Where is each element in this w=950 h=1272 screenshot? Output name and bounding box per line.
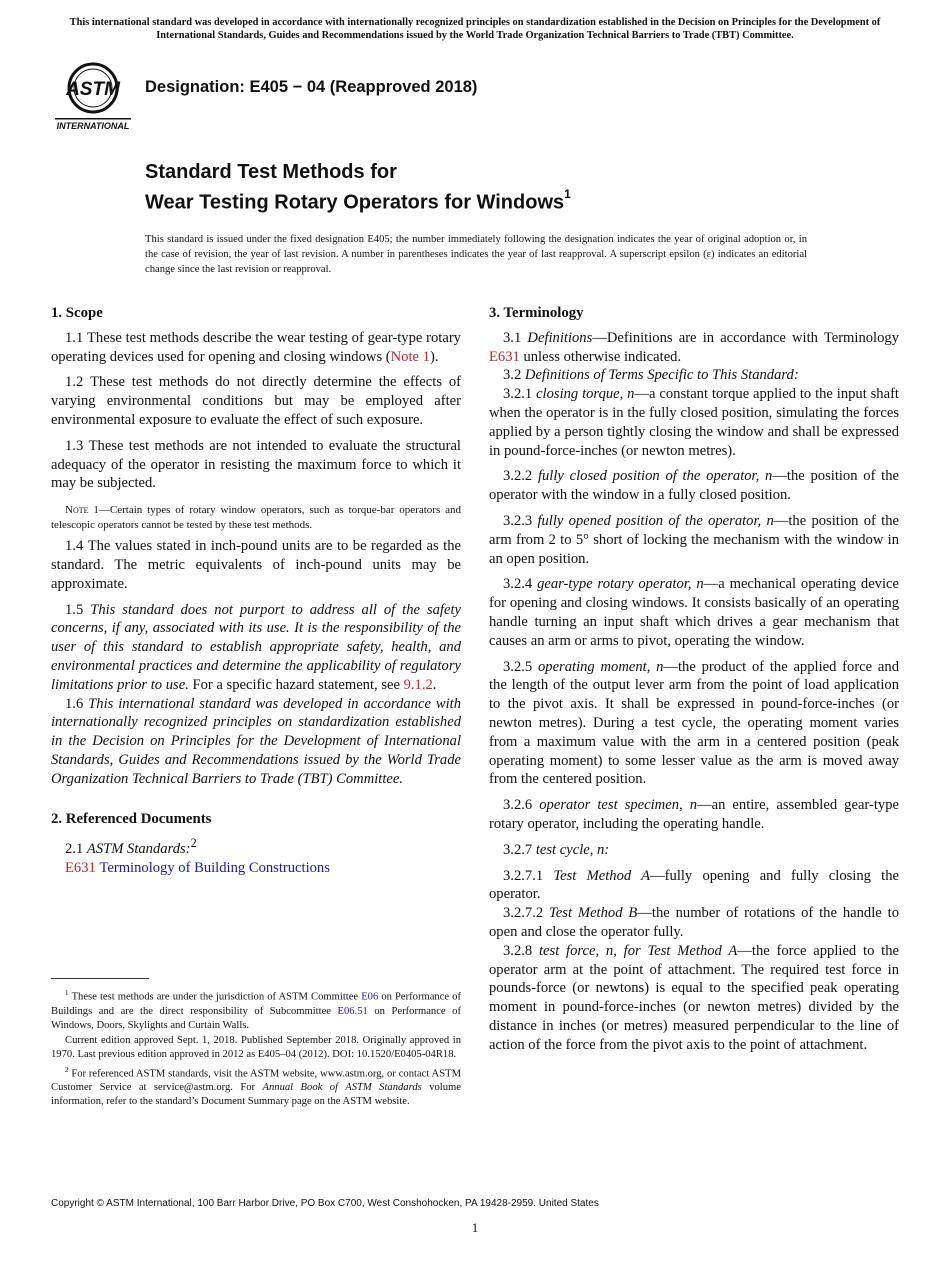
para-3-2-6: 3.2.6 operator test specimen, n—an entire, assembled gear-type rotary operator, including the operating handle.: [489, 797, 899, 832]
left-column: [51, 304, 461, 885]
e06-51-link[interactable]: E06.51: [337, 1005, 368, 1017]
para-1-2: 1.2 These test methods do not directly determine the effects of varying environmental conditions but may be employed after environmental exposure to evaluate the effect of such exposure.: [51, 374, 461, 428]
issued-note: This standard is issued under the fixed designation E405; the number immediately following the designation indicates the year of original adoption or, in the case of revision, the year of last revision. A number in parentheses indicates the year of last reapproval. A superscript epsilon (ε) indicates an editorial change since the last revision or reapproval.: [145, 234, 807, 275]
section-heading-referenced-documents: 2. Referenced Documents: [51, 810, 212, 827]
para-3-2-8: 3.2.8 test force, n, for Test Method A—the force applied to the operator arm at the point of attachment. The required test force in pounds-force (or newtons) is equal to the specified peak operating moment in pound-force-inches (or newton metres) divided by the distance in inches (or metres) measured perpendicular to the line of action of the force from the pivot axis to the point of attachment.: [489, 942, 899, 1053]
reference-e631: [51, 859, 461, 878]
title-line-1: Standard Test Methods for: [145, 161, 397, 183]
title-footnote-mark: 1: [564, 187, 571, 201]
e631-title-link[interactable]: Terminology of Building Constructions: [99, 859, 330, 876]
para-3-1: 3.1 Definitions—Definitions are in accordance with Terminology E631 unless otherwise indicated.: [489, 329, 900, 365]
para-1-6: 1.6 This international standard was developed in accordance with internationally recognized principles on standardization established in the Decision on Principles for the Development of International Standards, Guides and Recommendations issued by the World Trade Organization Technical Barriers to Trade (TBT) Committee.: [51, 695, 462, 787]
footnote-2: $^2$ For referenced ASTM standards, visit the ASTM website, www.astm.org, or contact ASTM Customer Service at service@astm.org. For Annual Book of ASTM Standards volume information, refer to the standard’s Document Summary page on the ASTM website.: [51, 1065, 461, 1108]
para-3-2-2: 3.2.2 fully closed position of the operator, n—the position of the operator with the window in a fully closed position.: [489, 468, 900, 504]
para-3-2: 3.2 Definitions of Terms Specific to This Standard:: [503, 367, 799, 384]
para-1-1: 1.1 These test methods describe the wear testing of gear-type rotary operating devices used for opening and closing windows (Note 1).: [51, 329, 461, 365]
right-column: [489, 304, 899, 1061]
para-1-5: 1.5 This standard does not purport to address all of the safety concerns, if any, associated with its use. It is the responsibility of the user of this standard to establish appropriate safety, health, and environmental practices and determine the applicability of regulatory limitations prior to use. For a specific hazard statement, see 9.1.2.: [51, 601, 461, 693]
section-heading-terminology: 3. Terminology: [489, 305, 584, 321]
astm-logo: [53, 58, 135, 132]
para-3-2-5: 3.2.5 operating moment, n—the product of the applied force and the length of the output lever arm from the point of load application to the pivot axis. It shall be expressed in pound-force-inches (or newton metres). During a test cycle, the operating moment varies from a maximum value with the arm in a centered position (peak operating moment) to some lesser value as the arm is moved away from the centered position.: [489, 658, 899, 788]
note-1: Note 1—Certain types of rotary window operators, such as torque-bar operators and telescopic operators cannot be tested by these test methods.: [51, 504, 462, 532]
para-3-2-3: 3.2.3 fully opened position of the operator, n—the position of the arm from 2 to 5° short of locking the mechanism with the window in an open position.: [489, 512, 899, 567]
astm-logo-icon: [53, 58, 135, 132]
logo-letters: ASTM: [66, 79, 120, 100]
para-1-4: 1.4 The values stated in inch-pound units are to be regarded as the standard. The metric equivalents of inch-pound units may be approximate.: [51, 538, 461, 592]
e06-link[interactable]: E06: [361, 991, 379, 1003]
e631-code-link[interactable]: E631: [65, 859, 96, 876]
page-title: [145, 160, 571, 216]
copyright: Copyright © ASTM International, 100 Barr Harbor Drive, PO Box C700, West Conshohocken, PA 19428-2959. United States: [51, 1198, 599, 1209]
e631-link[interactable]: E631: [489, 348, 520, 365]
footnotes: [51, 986, 461, 1110]
para-2-1: 2.1 ASTM Standards:$^2$: [65, 836, 197, 858]
para-3-2-1: 3.2.1 closing torque, n—a constant torque applied to the input shaft when the operator is in the fully closed position, simulating the forces applied by a person tightly closing the window and shall be expressed in pound-force-inches (or newton metres).: [489, 386, 899, 459]
footnote-1: $^1$ These test methods are under the jurisdiction of ASTM Committee E06 on Performance of Buildings and are the direct responsibility of Subcommittee E06.51 on Performance of Windows, Doors, Skylights and Curtain Walls.: [51, 989, 462, 1031]
para-3-2-7-2: 3.2.7.2 Test Method B—the number of rotations of the handle to open and close the operator fully.: [489, 905, 899, 940]
para-1-3: 1.3 These test methods are not intended to evaluate the structural adequacy of the operator in resisting the maximum force to which it may be subjected.: [51, 437, 461, 492]
para-3-2-7-1: 3.2.7.1 Test Method A—fully opening and fully closing the operator.: [489, 867, 899, 903]
title-line-2: Wear Testing Rotary Operators for Windows$^1$: [145, 187, 571, 214]
footnote-1-edition: Current edition approved Sept. 1, 2018. Published September 2018. Originally approved in 1970. Last previous edition approved in 2012 as E405–04 (2012). DOI: 10.1520/E0405-04R18.: [51, 1034, 461, 1060]
top-notice: This international standard was developed in accordance with internationally recognized principles on standardization established in the Decision on Principles for the Development of International Standards, Guides and Recommendations issued by the World Trade Organization Technical Barriers to Trade (TBT) Committee.: [69, 17, 881, 41]
para-3-2-7: 3.2.7 test cycle, n:: [503, 841, 610, 858]
section-9-1-2-link[interactable]: 9.1.2: [403, 676, 433, 693]
designation: Designation: E405 − 04 (Reapproved 2018): [145, 78, 478, 96]
note-1-link[interactable]: Note 1: [390, 348, 430, 365]
logo-subtext: INTERNATIONAL: [56, 121, 130, 131]
footnote-divider: [51, 978, 149, 979]
para-3-2-4: 3.2.4 gear-type rotary operator, n—a mechanical operating device for opening and closing windows. It consists basically of an operating handle turning an input shaft which drives a gear mechanism that causes an arm or arms to pivot, operating the window.: [489, 576, 899, 649]
section-heading-scope: 1. Scope: [51, 305, 103, 321]
page-number: 1: [471, 1220, 479, 1235]
